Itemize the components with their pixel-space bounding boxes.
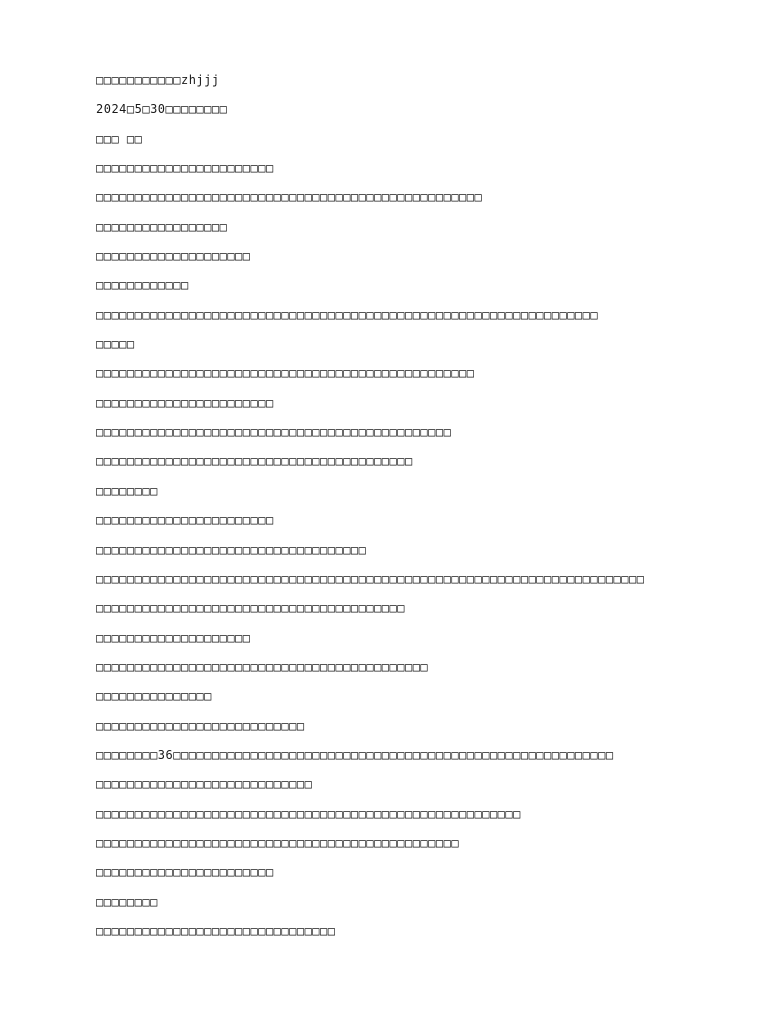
document-line-text: □□□□□□□□□□□□□□□□□□□□□□□□□□□□□□□□□□□□□□□□□□□□□□□□□□ [96, 190, 483, 205]
document-line-text: □□□□□ [96, 337, 135, 352]
document-line-text: □□□□□□□□□□□□□□□□□□□□□□□□□□□□□□□□□□□□□□□□□□□□□□□□□ [96, 366, 475, 381]
document-line [96, 835, 656, 864]
document-line [96, 336, 656, 365]
document-line [96, 718, 656, 747]
document-line-text: □□□□□□□□□□□□□□□□□□□□□□□ [96, 513, 274, 528]
document-line-text: □□□□□□□□□□□□ [96, 278, 189, 293]
document-line [96, 160, 656, 189]
document-line-text: □□□□□□□□□□□□□□□□□□□□□□□□□□□□ [96, 777, 313, 792]
document-line-text: □□□□□□□□□□□□□□□□□□□□□□□□□□□□□□□□□□□□□□□□□□□□□□ [96, 425, 452, 440]
document-line [96, 131, 656, 160]
document-line-text: □□□□□□□□36□□□□□□□□□□□□□□□□□□□□□□□□□□□□□□□□□□□□□□□□□□□□□□□□□□□□□□□□□ [96, 747, 614, 762]
document-line [96, 688, 656, 717]
document-line [96, 864, 656, 893]
document-line-text: □□□□□□□□□□□zhjjj [96, 73, 220, 87]
document-line [96, 659, 656, 688]
document-line [96, 512, 656, 541]
document-line [96, 542, 656, 571]
document-line [96, 219, 656, 248]
document-line [96, 453, 656, 482]
document-line-text: □□□□□□□□□□□□□□□□□□□□ [96, 630, 251, 645]
document-line [96, 424, 656, 453]
document-line [96, 894, 656, 923]
document-line [96, 630, 656, 659]
document-line-text: □□□ □□ [96, 131, 143, 146]
document-line-text: 2024□5□30□□□□□□□□ [96, 102, 228, 117]
document-line [96, 277, 656, 306]
document-line [96, 776, 656, 805]
document-line-text: □□□□□□□□□□□□□□□□□□□□□□□□□□□□□□□□□□□□□□□□□□□ [96, 659, 429, 674]
document-line [96, 923, 656, 952]
document-line-text: □□□□□□□□□□□□□□□□□□□□□□□ [96, 161, 274, 176]
document-line [96, 72, 656, 101]
document-line [96, 248, 656, 277]
document-line-text: □□□□□□□□□□□□□□□ [96, 689, 212, 704]
document-line-text: □□□□□□□□□□□□□□□□□ [96, 219, 228, 234]
document-line-text: □□□□□□□□□□□□□□□□□□□□□□□ [96, 395, 274, 410]
document-line-text: □□□□□□□□□□□□□□□□□□□□□□□□□□□□□□□□□□□□□□□□□□□□□□□□□□□□□□□□□□□□□□□□□ [96, 307, 599, 322]
document-line [96, 747, 656, 776]
document-line [96, 571, 656, 600]
document-line-text: □□□□□□□□□□□□□□□□□□□□□□□ [96, 865, 274, 880]
document-line-text: □□□□□□□□ [96, 483, 158, 498]
document-line-text: □□□□□□□□□□□□□□□□□□□□□□□□□□□□□□□□□□□□□□□□□□□□□□□□□□□□□□□□□□□□□□□□□□□□□□□ [96, 571, 645, 586]
document-line-text: □□□□□□□□□□□□□□□□□□□□□□□□□□□□□□□ [96, 923, 336, 938]
document-line-text: □□□□□□□□□□□□□□□□□□□□□□□□□□□□□□□□□□□ [96, 542, 367, 557]
document-line-text: □□□□□□□□□□□□□□□□□□□□□□□□□□□ [96, 718, 305, 733]
document-line [96, 395, 656, 424]
document-line [96, 365, 656, 394]
document-line-text: □□□□□□□□□□□□□□□□□□□□□□□□□□□□□□□□□□□□□□□□□ [96, 454, 413, 469]
document-line [96, 101, 656, 130]
document-line-text: □□□□□□□□□□□□□□□□□□□□□□□□□□□□□□□□□□□□□□□□□□□□□□□ [96, 835, 460, 850]
document-page [96, 72, 656, 952]
document-line-text: □□□□□□□□□□□□□□□□□□□□□□□□□□□□□□□□□□□□□□□□ [96, 601, 405, 616]
document-line [96, 600, 656, 629]
document-line [96, 189, 656, 218]
document-line-text: □□□□□□□□□□□□□□□□□□□□ [96, 249, 251, 264]
document-line-text: □□□□□□□□ [96, 894, 158, 909]
document-line [96, 307, 656, 336]
document-line-text: □□□□□□□□□□□□□□□□□□□□□□□□□□□□□□□□□□□□□□□□□□□□□□□□□□□□□□□ [96, 806, 521, 821]
document-line [96, 483, 656, 512]
document-line [96, 806, 656, 835]
